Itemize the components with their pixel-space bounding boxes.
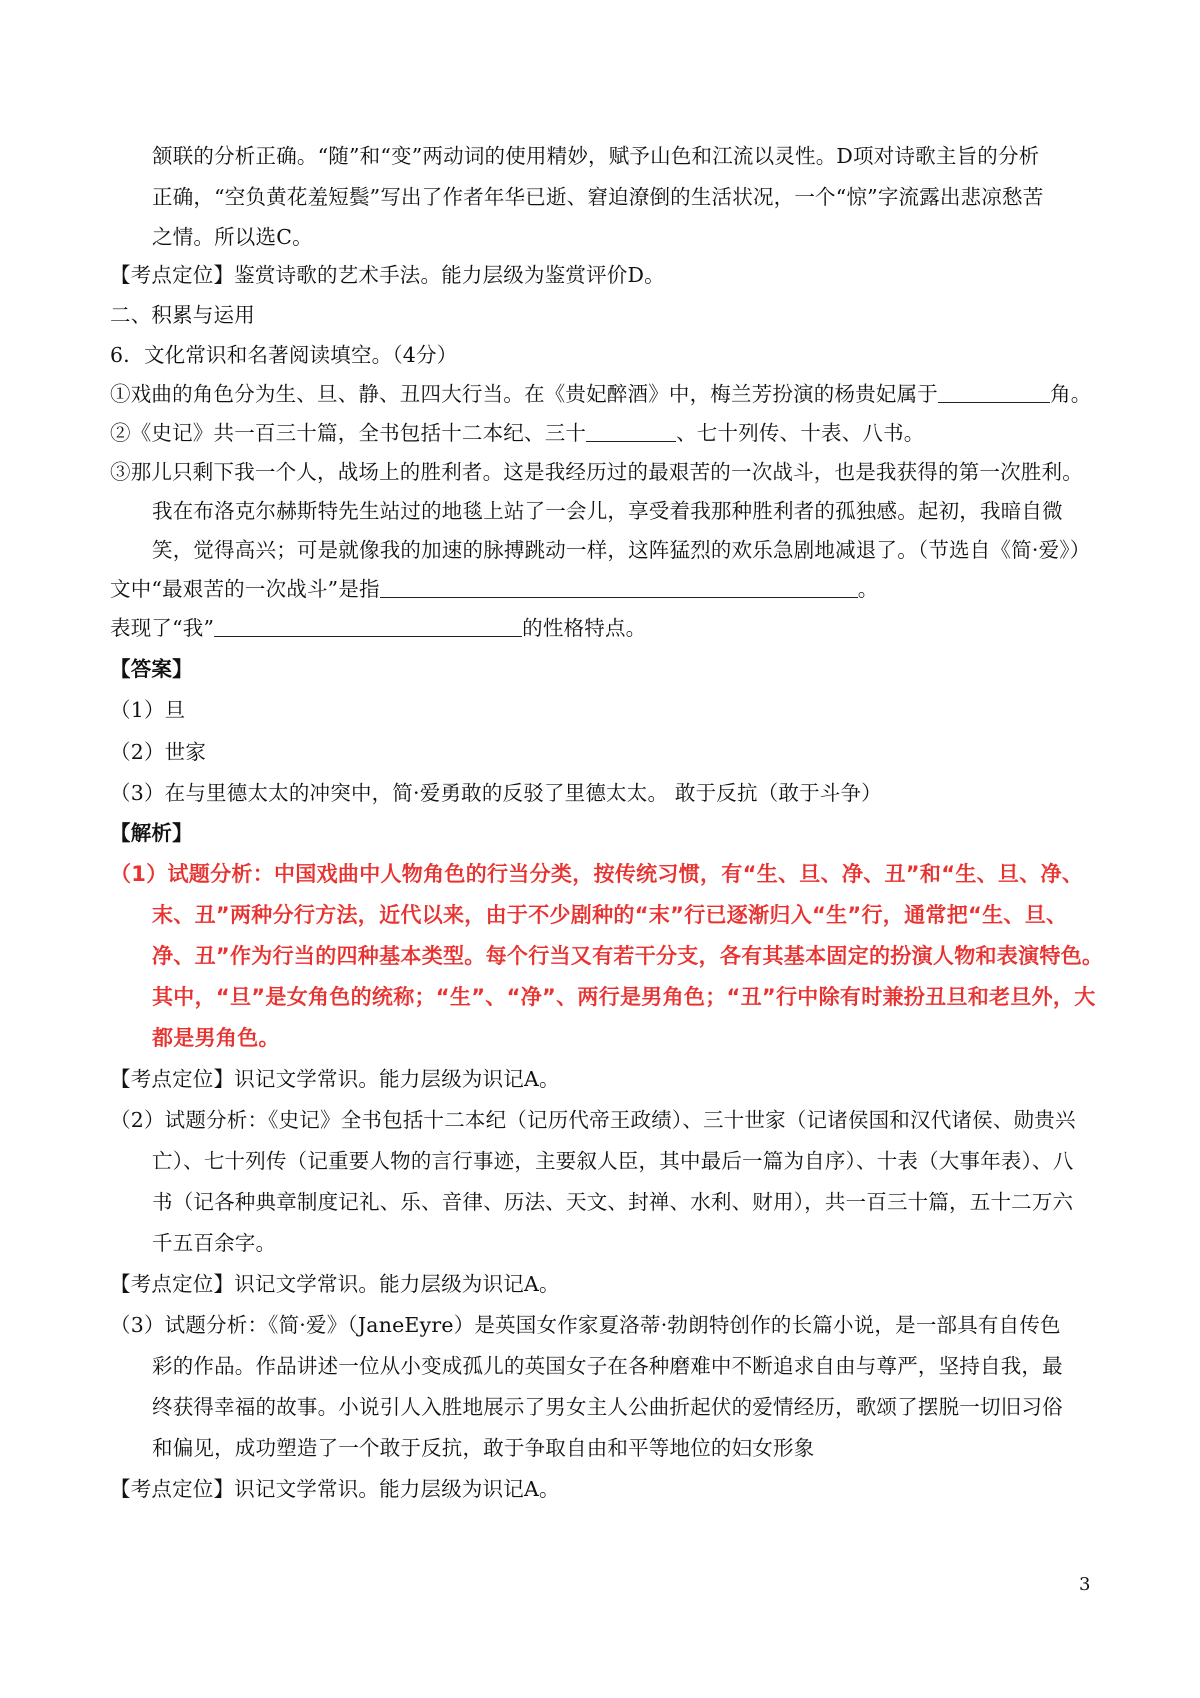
text-line: 之情。所以选C。 — [152, 225, 313, 249]
question-text: 角。 — [1050, 382, 1092, 406]
kaodian-label: 【考点定位】识记文学常识。能力层级为识记A。 — [110, 1067, 560, 1091]
answer-blank[interactable] — [586, 419, 676, 442]
answer-blank[interactable] — [938, 380, 1050, 403]
question-line — [110, 613, 646, 643]
answer-blank[interactable] — [214, 614, 522, 637]
text-line: 和偏见，成功塑造了一个敢于反抗，敢于争取自由和平等地位的妇女形象 — [152, 1436, 815, 1460]
analysis-red-text: 其中，“旦”是女角色的统称；“生”、“净”、两行是男角色；“丑”行中除有时兼扮丑旦和老旦外，大 — [152, 985, 1096, 1009]
text-line: 书（记各种典章制度记礼、乐、音律、历法、天文、封禅、水利、财用），共一百三十篇，五十二万六 — [152, 1190, 1074, 1214]
text-line: 笑，觉得高兴；可是就像我的加速的脉搏跳动一样，这阵猛烈的欢乐急剧地减退了。（节选自《简·爱》） — [152, 538, 1091, 562]
analysis-red-text: 都是男角色。 — [152, 1026, 280, 1050]
question-text: 文中“最艰苦的一次战斗”是指 — [110, 577, 380, 601]
question-line — [110, 574, 878, 604]
text-line: 正确，“空负黄花羞短鬓”写出了作者年华已逝、窘迫潦倒的生活状况，一个“惊”字流露出悲凉愁苦 — [152, 185, 1044, 209]
question-item-3: ③那儿只剩下我一个人，战场上的胜利者。这是我经历过的最艰苦的一次战斗，也是我获得的第一次胜利。 — [110, 460, 1083, 484]
analysis-red-text: 末、丑”两种分行方法，近代以来，由于不少剧种的“末”行已逐渐归入“生”行，通常把“生、旦、 — [152, 903, 1068, 927]
question-text: 的性格特点。 — [522, 616, 647, 640]
text-line: 终获得幸福的故事。小说引人入胜地展示了男女主人公曲折起伏的爱情经历，歌颂了摆脱一切旧习俗 — [152, 1395, 1063, 1419]
question-text: 表现了“我” — [110, 616, 215, 640]
question-title: 6．文化常识和名著阅读填空。（4分） — [110, 343, 458, 367]
question-text: 、七十列传、十表、八书。 — [676, 421, 925, 445]
text-line: 彩的作品。作品讲述一位从小变成孤儿的英国女子在各种磨难中不断追求自由与尊严，坚持自我，最 — [152, 1354, 1063, 1378]
text-line: 千五百余字。 — [152, 1231, 277, 1255]
question-item-1 — [110, 379, 1091, 409]
kaodian-label: 【考点定位】识记文学常识。能力层级为识记A。 — [110, 1272, 560, 1296]
answer-item: （2）世家 — [110, 740, 207, 764]
text-line: 我在布洛克尔赫斯特先生站过的地毯上站了一会儿，享受着我那种胜利者的孤独感。起初，我暗自微 — [152, 499, 1063, 523]
section-heading: 二、积累与运用 — [110, 303, 255, 327]
kaodian-label: 【考点定位】识记文学常识。能力层级为识记A。 — [110, 1477, 560, 1501]
answer-item: （1）旦 — [110, 698, 186, 722]
page-number: 3 — [1079, 1574, 1091, 1595]
analysis-red-text: （1）试题分析：中国戏曲中人物角色的行当分类，按传统习惯，有“生、旦、净、丑”和“生、旦、净、 — [110, 862, 1084, 886]
answer-item: （3）在与里德太太的冲突中，简·爱勇敢的反驳了里德太太。 敢于反抗（敢于斗争） — [110, 781, 882, 805]
text-line: 颔联的分析正确。“随”和“变”两动词的使用精妙，赋予山色和江流以灵性。D项对诗歌主旨的分析 — [152, 144, 1040, 168]
question-text: 。 — [857, 577, 879, 601]
kaodian-label: 【考点定位】鉴赏诗歌的艺术手法。能力层级为鉴赏评价D。 — [110, 263, 665, 287]
analysis-text: （2）试题分析：《史记》全书包括十二本纪（记历代帝王政绩）、三十世家（记诸侯国和汉代诸侯、勋贵兴 — [110, 1108, 1076, 1132]
question-item-2 — [110, 418, 925, 448]
analysis-heading: 【解析】 — [110, 821, 193, 845]
answer-blank[interactable] — [380, 575, 858, 598]
answer-heading: 【答案】 — [110, 657, 193, 681]
question-text: ①戏曲的角色分为生、旦、静、丑四大行当。在《贵妃醉酒》中，梅兰芳扮演的杨贵妃属于 — [110, 382, 938, 406]
analysis-red-text: 净、丑”作为行当的四种基本类型。每个行当又有若干分支，各有其基本固定的扮演人物和表演特色。 — [152, 944, 1104, 968]
question-text: ②《史记》共一百三十篇，全书包括十二本纪、三十 — [110, 421, 587, 445]
text-line: 亡）、七十列传（记重要人物的言行事迹，主要叙人臣，其中最后一篇为自序）、十表（大事年表）、八 — [152, 1149, 1074, 1173]
analysis-text: （3）试题分析：《简·爱》（JaneEyre）是英国女作家夏洛蒂·勃朗特创作的长篇小说，是一部具有自传色 — [110, 1313, 1061, 1337]
